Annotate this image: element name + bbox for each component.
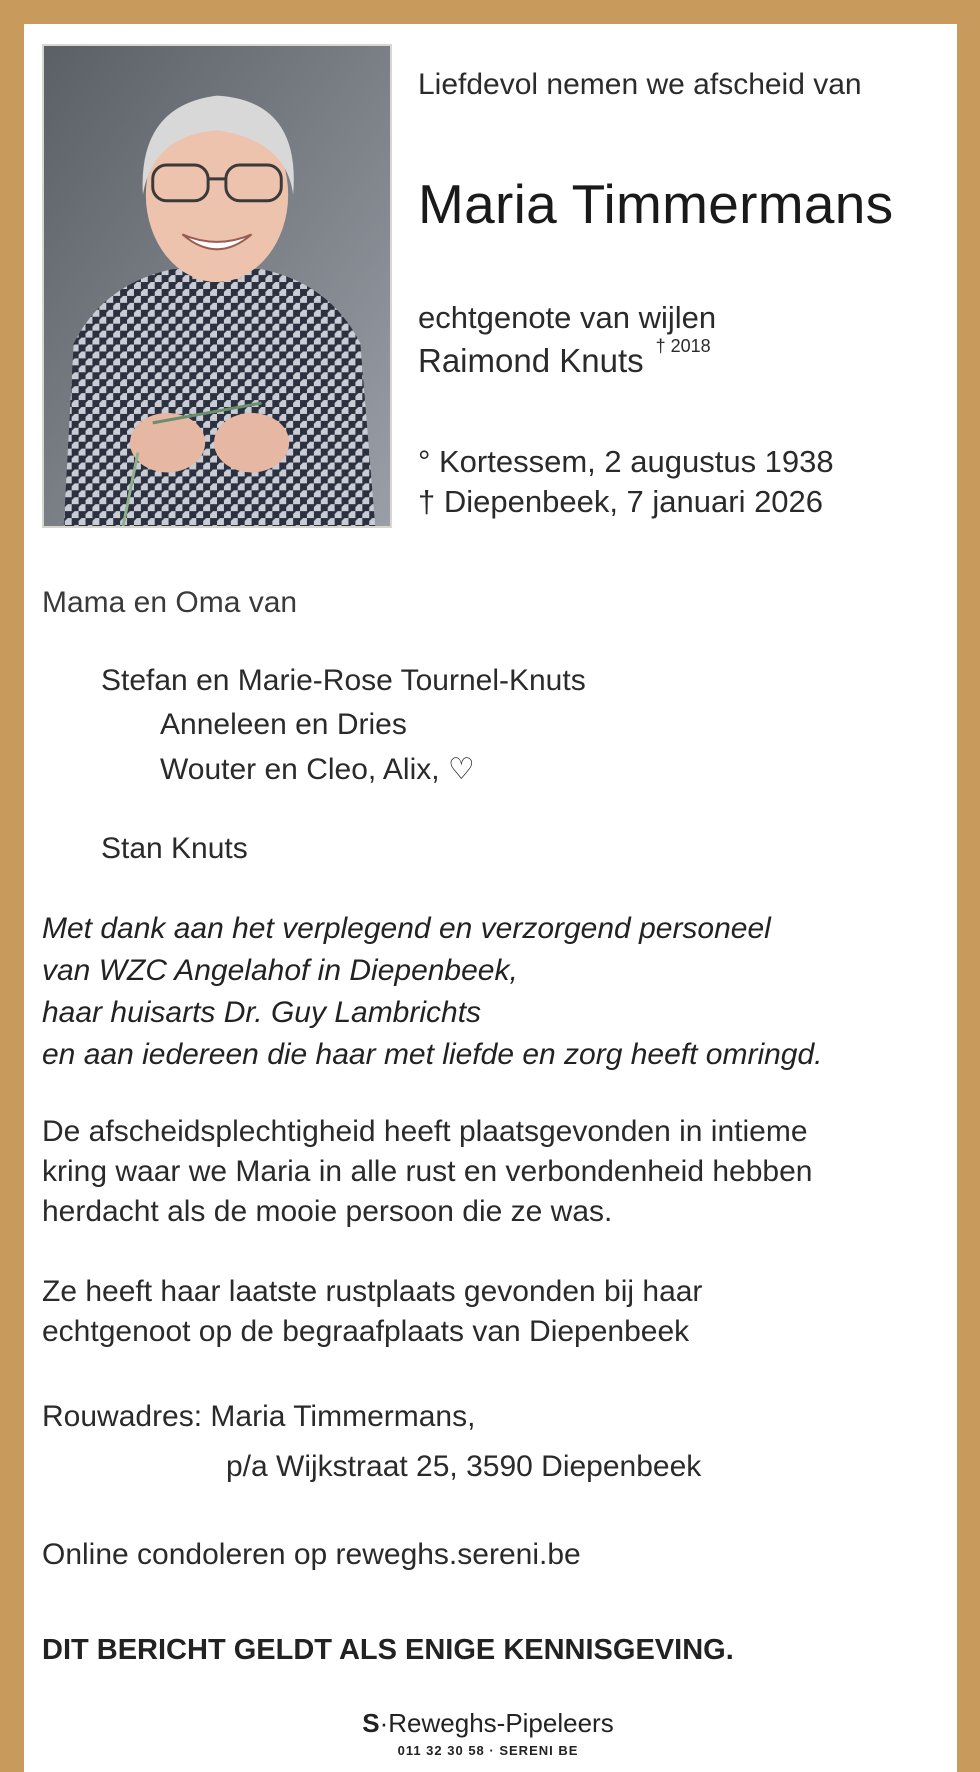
thanks-line: haar huisarts Dr. Guy Lambrichts	[42, 996, 482, 1029]
spouse-label: echtgenote van wijlen	[418, 300, 717, 335]
spouse-line	[418, 336, 711, 380]
spouse-name: Raimond Knuts	[418, 342, 644, 379]
family-member-line: Wouter en Cleo, Alix, ♡	[160, 753, 475, 786]
spouse-death-mark: † 2018	[655, 336, 711, 356]
portrait-photo	[42, 44, 392, 528]
family-member-line: Stefan en Marie-Rose Tournel-Knuts	[101, 664, 586, 697]
thanks-line: en aan iedereen die haar met liefde en zorg heeft omringd.	[42, 1038, 823, 1071]
online-condolence-text: Online condoleren op reweghs.sereni.be	[42, 1538, 581, 1571]
mourning-address-label: Rouwadres: Maria Timmermans,	[42, 1400, 476, 1433]
birth-line: ° Kortessem, 2 augustus 1938	[418, 444, 834, 479]
ceremony-line: kring waar we Maria in alle rust en verbondenheid hebben	[42, 1155, 813, 1188]
brand-logo-mark: S	[362, 1708, 380, 1738]
funeral-home-contact: 011 32 30 58 · SERENI BE	[397, 1743, 579, 1758]
resting-place-paragraph	[42, 1272, 702, 1352]
deceased-name: Maria Timmermans	[418, 173, 894, 235]
brand-name: ·Reweghs-Pipeleers	[379, 1708, 614, 1738]
ceremony-line: De afscheidsplechtigheid heeft plaatsgevonden in intieme	[42, 1115, 808, 1148]
thanks-line: Met dank aan het verplegend en verzorgend personeel	[42, 912, 771, 945]
funeral-home-brand	[335, 1708, 641, 1739]
obituary-card	[24, 24, 957, 1772]
thanks-paragraph	[42, 908, 823, 1076]
family-member-line: Anneleen en Dries	[160, 708, 407, 741]
intro-text: Liefdevol nemen we afscheid van	[418, 68, 862, 101]
funeral-home-footer	[335, 1700, 641, 1772]
thanks-line: van WZC Angelahof in Diepenbeek,	[42, 954, 518, 987]
portrait-illustration	[44, 46, 390, 526]
resting-line: Ze heeft haar laatste rustplaats gevonden bij haar	[42, 1275, 703, 1308]
ceremony-line: herdacht als de mooie persoon die ze was.	[42, 1195, 613, 1228]
ceremony-paragraph	[42, 1112, 812, 1232]
mourning-address-street: p/a Wijkstraat 25, 3590 Diepenbeek	[226, 1450, 702, 1483]
resting-line: echtgenoot op de begraafplaats van Diepenbeek	[42, 1315, 690, 1348]
notice-statement: DIT BERICHT GELDT ALS ENIGE KENNISGEVING.	[42, 1634, 734, 1666]
family-heading: Mama en Oma van	[42, 586, 298, 619]
death-line: † Diepenbeek, 7 januari 2026	[418, 484, 824, 519]
family-member-line: Stan Knuts	[101, 832, 248, 865]
